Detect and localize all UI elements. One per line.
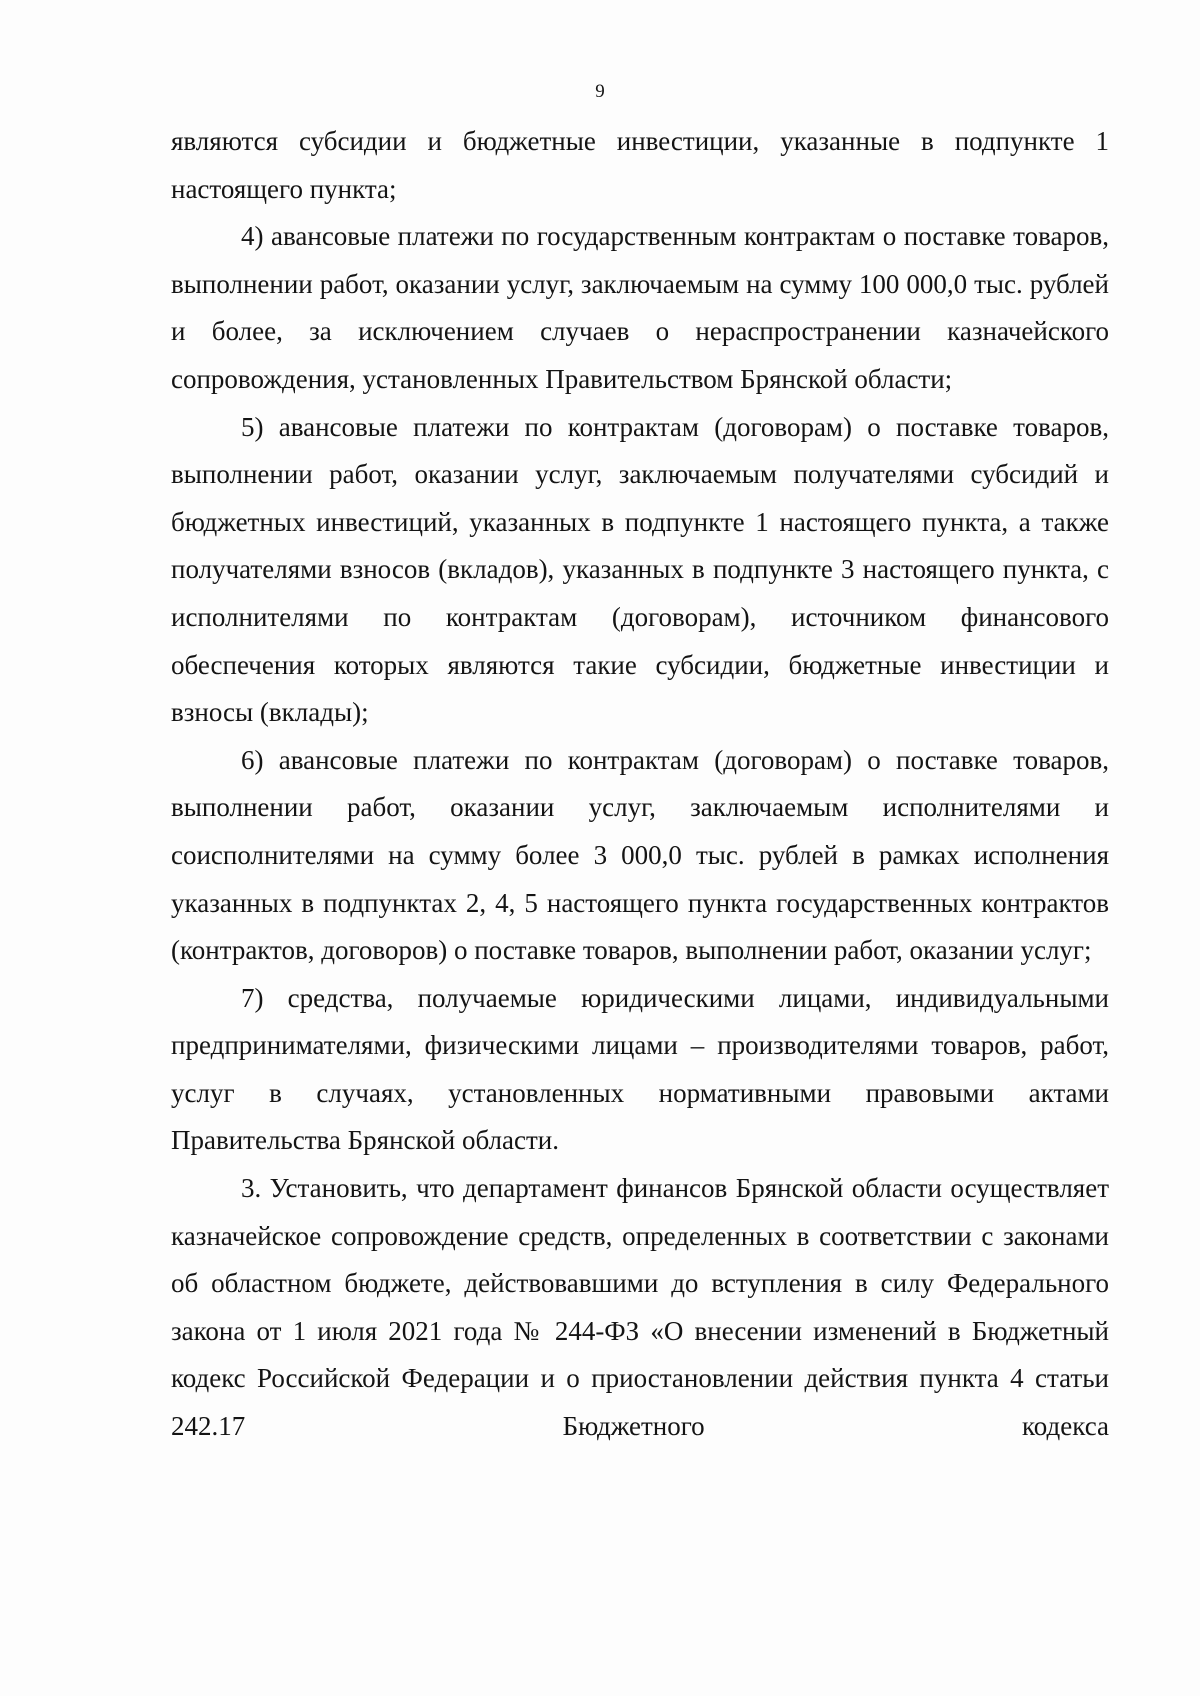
page-number: 9 <box>595 81 605 102</box>
paragraph-section-3: 3. Установить, что департамент финансов Брянской области осуществляет казначейское сопровождение средств, определенных в соответствии с законами об областном бюджете, действовавшими до вступления в силу Федерального закона от 1 июля 2021 года № 244-ФЗ «О внесении изменений в Бюджетный кодекс Российской Федерации и о приостановлении действия пункта 4 статьи 242.17 Бюджетного кодекса <box>171 1173 1109 1442</box>
paragraph-item-4: 4) авансовые платежи по государственным контрактам о поставке товаров, выполнении работ, оказании услуг, заключаемым на сумму 100 000,0 тыс. рублей и более, за исключением случаев о нераспространении казначейского сопровождения, установленных Правительством Брянской области; <box>171 221 1109 394</box>
paragraph-item-5: 5) авансовые платежи по контрактам (договорам) о поставке товаров, выполнении работ, оказании услуг, заключаемым получателями субсидий и бюджетных инвестиций, указанных в подпункте 1 настоящего пункта, а также получателями взносов (вкладов), указанных в подпункте 3 настоящего пункта, с исполнителями по контрактам (договорам), источником финансового обеспечения которых являются такие субсидии, бюджетные инвестиции и взносы (вклады); <box>171 411 1109 728</box>
paragraph-item-6: 6) авансовые платежи по контрактам (договорам) о поставке товаров, выполнении работ, оказании услуг, заключаемым исполнителями и соисполнителями на сумму более 3 000,0 тыс. рублей в рамках исполнения указанных в подпунктах 2, 4, 5 настоящего пункта государственных контрактов (контрактов, договоров) о поставке товаров, выполнении работ, оказании услуг; <box>171 744 1109 966</box>
paragraph-continuation: являются субсидии и бюджетные инвестиции, указанные в подпункте 1 настоящего пункта; <box>171 126 1109 204</box>
paragraph-item-7: 7) средства, получаемые юридическими лицами, индивидуальными предпринимателями, физическими лицами – производителями товаров, работ, услуг в случаях, установленных нормативными правовыми актами Правительства Брянской области. <box>171 982 1109 1156</box>
document-body <box>171 118 1109 1451</box>
